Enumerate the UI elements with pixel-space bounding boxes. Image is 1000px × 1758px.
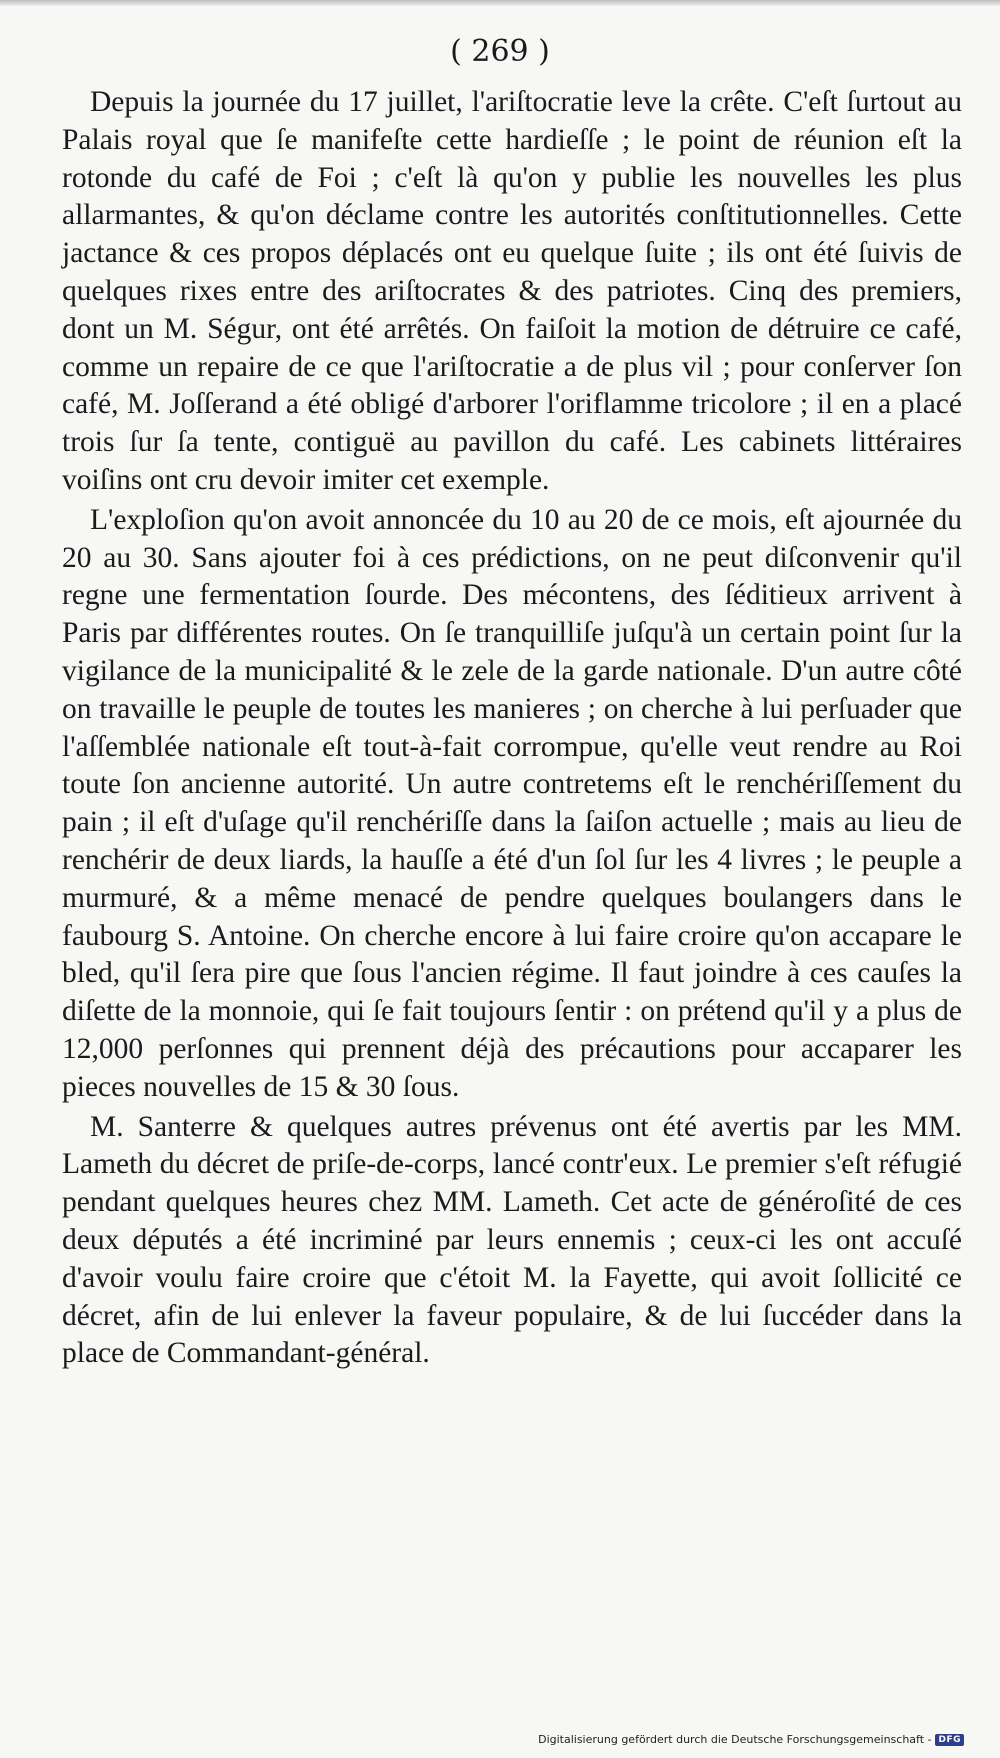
paragraph: M. Santerre & quelques autres prévenus ont été avertis par les MM. Lameth du décret de priſe-de-corps, lancé contr'eux. Le premier s'eſt réfugié pendant quelques heures chez MM. Lameth. Cet acte de généroſité de ces deux députés a été incriminé par leurs ennemis ; ceux-ci les ont accuſé d'avoir voulu faire croire que c'étoit M. la Fayette, qui avoit ſollicité ce décret, afin de lui enlever la faveur populaire, & de lui ſuccéder dans la place de Commandant-général. — [62, 1110, 962, 1370]
page-top-edge — [0, 0, 1000, 6]
paragraph: L'exploſion qu'on avoit annoncée du 10 au 20 de ce mois, eſt ajournée du 20 au 30. Sans ajouter foi à ces prédictions, on ne peut diſconvenir qu'il regne une fermentation ſourde. Des mécontens, des ſéditieux arrivent à Paris par différentes routes. On ſe tranquilliſe juſqu'à un certain point ſur la vigilance de la municipalité & le zele de la garde nationale. D'un autre côté on travaille le peuple de toutes les manieres ; on cherche à lui perſuader que l'aſſemblée nationale eſt tout-à-fait corrompue, qu'elle veut rendre au Roi toute ſon ancienne autorité. Un autre contretems eſt le renchériſſement du pain ; il eſt d'uſage qu'il renchériſſe dans la ſaiſon actuelle ; mais au lieu de renchérir de deux liards, la hauſſe a été d'un ſol ſur les 4 livres ; le peuple a murmuré, & a même menacé de pendre quelques boulangers dans le faubourg S. Antoine. On cherche encore à lui faire croire qu'on accapare le bled, qu'il ſera pire que ſous l'ancien régime. Il faut joindre à ces cauſes la diſette de la monnoie, qui ſe fait toujours ſentir : on prétend qu'il y a plus de 12,000 perſonnes qui prennent déjà des précautions pour accaparer les pieces nouvelles de 15 & 30 ſous. — [62, 503, 962, 1103]
paragraph: Depuis la journée du 17 juillet, l'ariſtocratie leve la crête. C'eſt ſurtout au Palais royal que ſe manifeſte cette hardieſſe ; le point de réunion eſt la rotonde du café de Foi ; c'eſt là qu'on y publie les nouvelles les plus allarmantes, & qu'on déclame contre les autorités conſtitutionnelles. Cette jactance & ces propos déplacés ont eu quelque ſuite ; ils ont été ſuivis de quelques rixes entre des ariſtocrates & des patriotes. Cinq des premiers, dont un M. Ségur, ont été arrêtés. On faiſoit la motion de détruire ce café, comme un repaire de ce que l'ariſtocratie a de plus vil ; pour conſerver ſon café, M. Joſſerand a été obligé d'arborer l'oriflamme tricolore ; il en a placé trois ſur ſa tente, contiguë au pavillon du café. Les cabinets littéraires voiſins ont cru devoir imiter cet exemple. — [62, 86, 962, 496]
credit-text: Digitalisierung gefördert durch die Deutsche Forschungsgemeinschaft - — [538, 1733, 932, 1746]
body-text — [62, 84, 962, 1375]
digitization-credit — [538, 1733, 964, 1746]
dfg-logo-icon: DFG — [935, 1734, 964, 1746]
page-number: ( 269 ) — [450, 34, 550, 69]
